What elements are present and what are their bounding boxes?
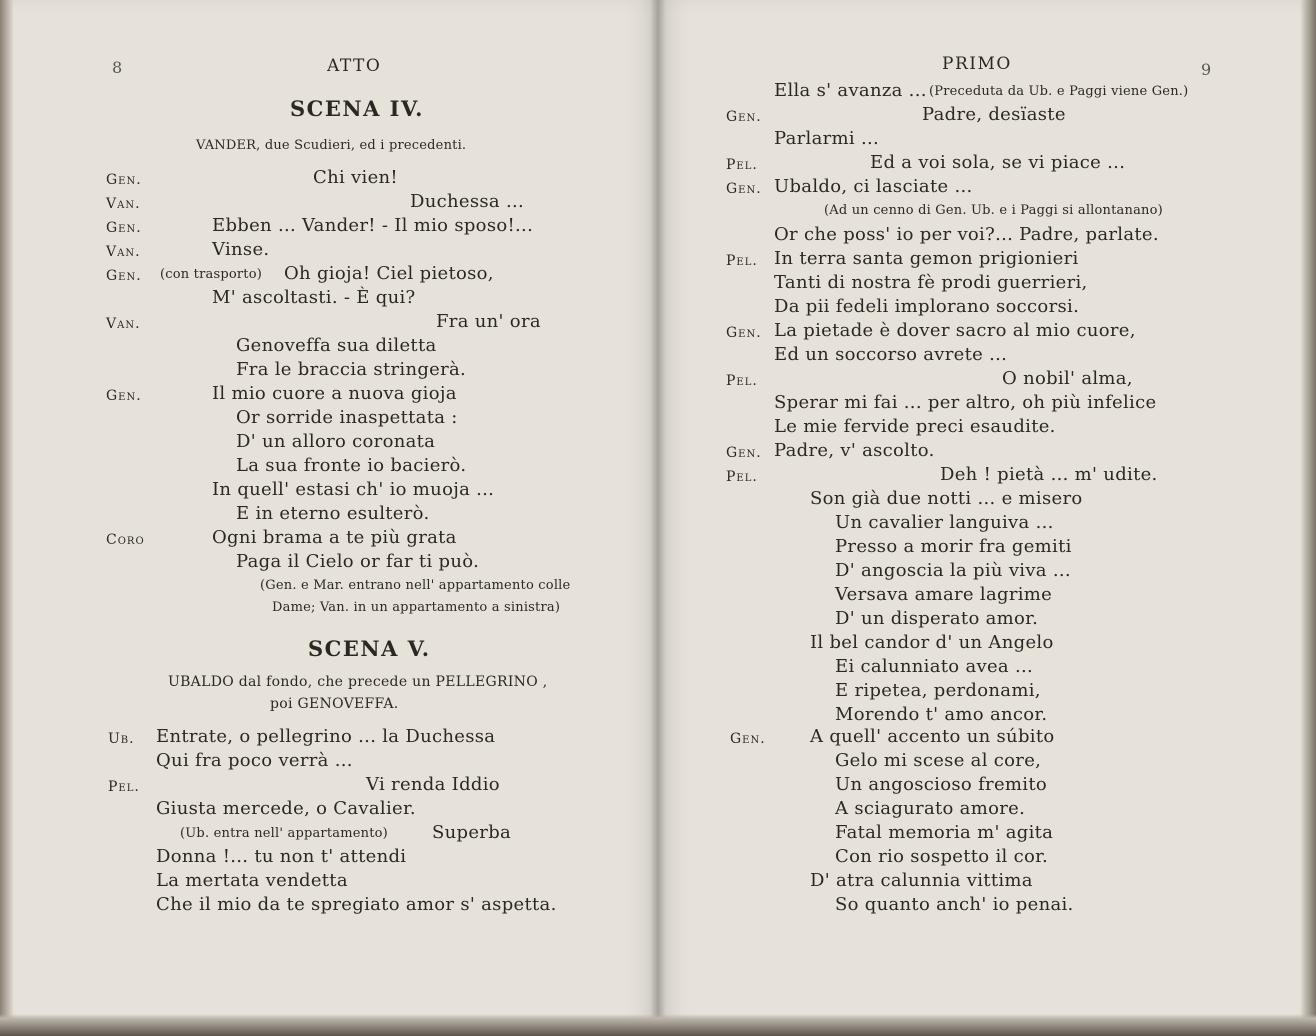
verse-line: La sua fronte io bacierò.	[236, 455, 467, 476]
verse-line: Che il mio da te spregiato amor s' aspetta.	[156, 894, 557, 915]
verse-line: Ed a voi sola, se vi piace ...	[870, 152, 1126, 173]
verse-line: Giusta mercede, o Cavalier.	[156, 798, 416, 819]
verse-line: Fatal memoria m' agita	[835, 822, 1054, 843]
verse-line: Da pii fedeli implorano soccorsi.	[774, 296, 1080, 317]
verse-line: Padre, desïaste	[922, 104, 1066, 125]
verse-line: D' angoscia la più viva ...	[835, 560, 1071, 581]
verse-line: In terra santa gemon prigionieri	[774, 248, 1079, 269]
verse-line: Oh gioja! Ciel pietoso,	[284, 263, 494, 284]
speaker: Pel.	[726, 253, 758, 269]
stage-direction: (Ad un cenno di Gen. Ub. e i Paggi si allontanano)	[824, 203, 1163, 218]
verse-line: La pietade è dover sacro al mio cuore,	[774, 320, 1136, 341]
verse-line: Fra un' ora	[436, 311, 541, 332]
book-gutter	[650, 0, 666, 1036]
verse-line: Padre, v' ascolto.	[774, 440, 935, 461]
verse-line: La mertata vendetta	[156, 870, 348, 891]
verse-line: Vinse.	[212, 239, 270, 260]
verse-line: Qui fra poco verrà ...	[156, 750, 353, 771]
speaker: Coro	[106, 532, 145, 548]
verse-line: Il bel candor d' un Angelo	[810, 632, 1054, 653]
stage-direction: (Gen. e Mar. entrano nell' appartamento colle	[260, 578, 571, 593]
verse-line: Un cavalier languiva ...	[835, 512, 1054, 533]
verse-line: Entrate, o pellegrino ... la Duchessa	[156, 726, 496, 747]
speaker: Van.	[106, 244, 141, 260]
verse-line: Gelo mi scese al core,	[835, 750, 1042, 771]
verse-line: Donna !... tu non t' attendi	[156, 846, 407, 867]
verse-line: Parlarmi ...	[774, 128, 880, 149]
verse-line: A quell' accento un súbito	[810, 726, 1055, 747]
verse-line: Morendo t' amo ancor.	[835, 704, 1048, 725]
verse-line: In quell' estasi ch' io muoja ...	[212, 479, 495, 500]
verse-line: Il mio cuore a nuova gioja	[212, 383, 457, 404]
verse-line: D' atra calunnia vittima	[810, 870, 1033, 891]
verse-line: Deh ! pietà ... m' udite.	[940, 464, 1158, 485]
running-head: PRIMO	[942, 54, 1012, 74]
verse-line: Ubaldo, ci lasciate ...	[774, 176, 973, 197]
verse-line: D' un disperato amor.	[835, 608, 1039, 629]
page-number: 9	[1201, 60, 1212, 79]
speaker: Gen.	[730, 731, 766, 747]
scene-persons: UBALDO dal fondo, che precede un PELLEGRINO ,	[168, 674, 548, 690]
verse-line: Ei calunniato avea ...	[835, 656, 1034, 677]
speaker: Pel.	[726, 373, 758, 389]
speaker: Gen.	[726, 181, 762, 197]
speaker: Gen.	[726, 445, 762, 461]
right-page	[658, 0, 1316, 1036]
verse-line: M' ascoltasti. - È qui?	[212, 287, 416, 308]
speaker: Gen.	[726, 325, 762, 341]
verse-line: Vi renda Iddio	[366, 774, 500, 795]
verse-line: Versava amare lagrime	[835, 584, 1053, 605]
verse-line: Tanti di nostra fè prodi guerrieri,	[774, 272, 1088, 293]
scene-persons: poi GENOVEFFA.	[270, 696, 399, 712]
verse-line: E ripetea, perdonami,	[835, 680, 1041, 701]
verse-line: Paga il Cielo or far ti può.	[236, 551, 480, 572]
speaker: Gen.	[106, 268, 142, 284]
verse-line: Or che poss' io per voi?... Padre, parlate.	[774, 224, 1159, 245]
speaker: Pel.	[108, 779, 140, 795]
page-number: 8	[112, 58, 123, 77]
verse-line: Duchessa ...	[410, 191, 525, 212]
verse-line: Ebben ... Vander! - Il mio sposo!...	[212, 215, 534, 236]
speaker: Pel.	[726, 157, 758, 173]
verse-line: Le mie fervide preci esaudite.	[774, 416, 1056, 437]
verse-line: O nobil' alma,	[1002, 368, 1133, 389]
speaker: Gen.	[106, 220, 142, 236]
page-bottom-edge	[0, 1014, 1316, 1036]
verse-line: Sperar mi fai ... per altro, oh più infelice	[774, 392, 1157, 413]
verse-line: Ogni brama a te più grata	[212, 527, 457, 548]
speaker: Gen.	[726, 109, 762, 125]
verse-line: Ed un soccorso avrete ...	[774, 344, 1008, 365]
stage-direction: (Preceduta da Ub. e Paggi viene Gen.)	[929, 84, 1189, 99]
verse-line: Superba	[432, 822, 512, 843]
scene-title: SCENA IV.	[290, 96, 424, 121]
verse-line: A sciagurato amore.	[835, 798, 1026, 819]
verse-line: Un angoscioso fremito	[835, 774, 1047, 795]
scene-title: SCENA V.	[308, 636, 431, 661]
speaker: Ub.	[108, 731, 135, 747]
speaker: Gen.	[106, 388, 142, 404]
running-head: ATTO	[327, 56, 382, 76]
stage-direction: (con trasporto)	[160, 267, 263, 282]
speaker: Pel.	[726, 469, 758, 485]
stage-direction: (Ub. entra nell' appartamento)	[180, 826, 388, 841]
verse-line: Genoveffa sua diletta	[236, 335, 437, 356]
stage-direction: Dame; Van. in un appartamento a sinistra)	[272, 600, 561, 615]
verse-line: Con rio sospetto il cor.	[835, 846, 1049, 867]
verse-line: D' un alloro coronata	[236, 431, 436, 452]
verse-line: Son già due notti ... e misero	[810, 488, 1083, 509]
verse-line: E in eterno esulterò.	[236, 503, 430, 524]
verse-line: Fra le braccia stringerà.	[236, 359, 467, 380]
verse-line: Or sorride inaspettata :	[236, 407, 458, 428]
verse-line: Chi vien!	[313, 167, 398, 188]
speaker: Gen.	[106, 172, 142, 188]
verse-line: So quanto anch' io penai.	[835, 894, 1074, 915]
speaker: Van.	[106, 316, 141, 332]
verse-line: Presso a morir fra gemiti	[835, 536, 1072, 557]
verse-line: Ella s' avanza ...	[774, 80, 927, 101]
scene-persons: VANDER, due Scudieri, ed i precedenti.	[196, 138, 467, 153]
speaker: Van.	[106, 196, 141, 212]
